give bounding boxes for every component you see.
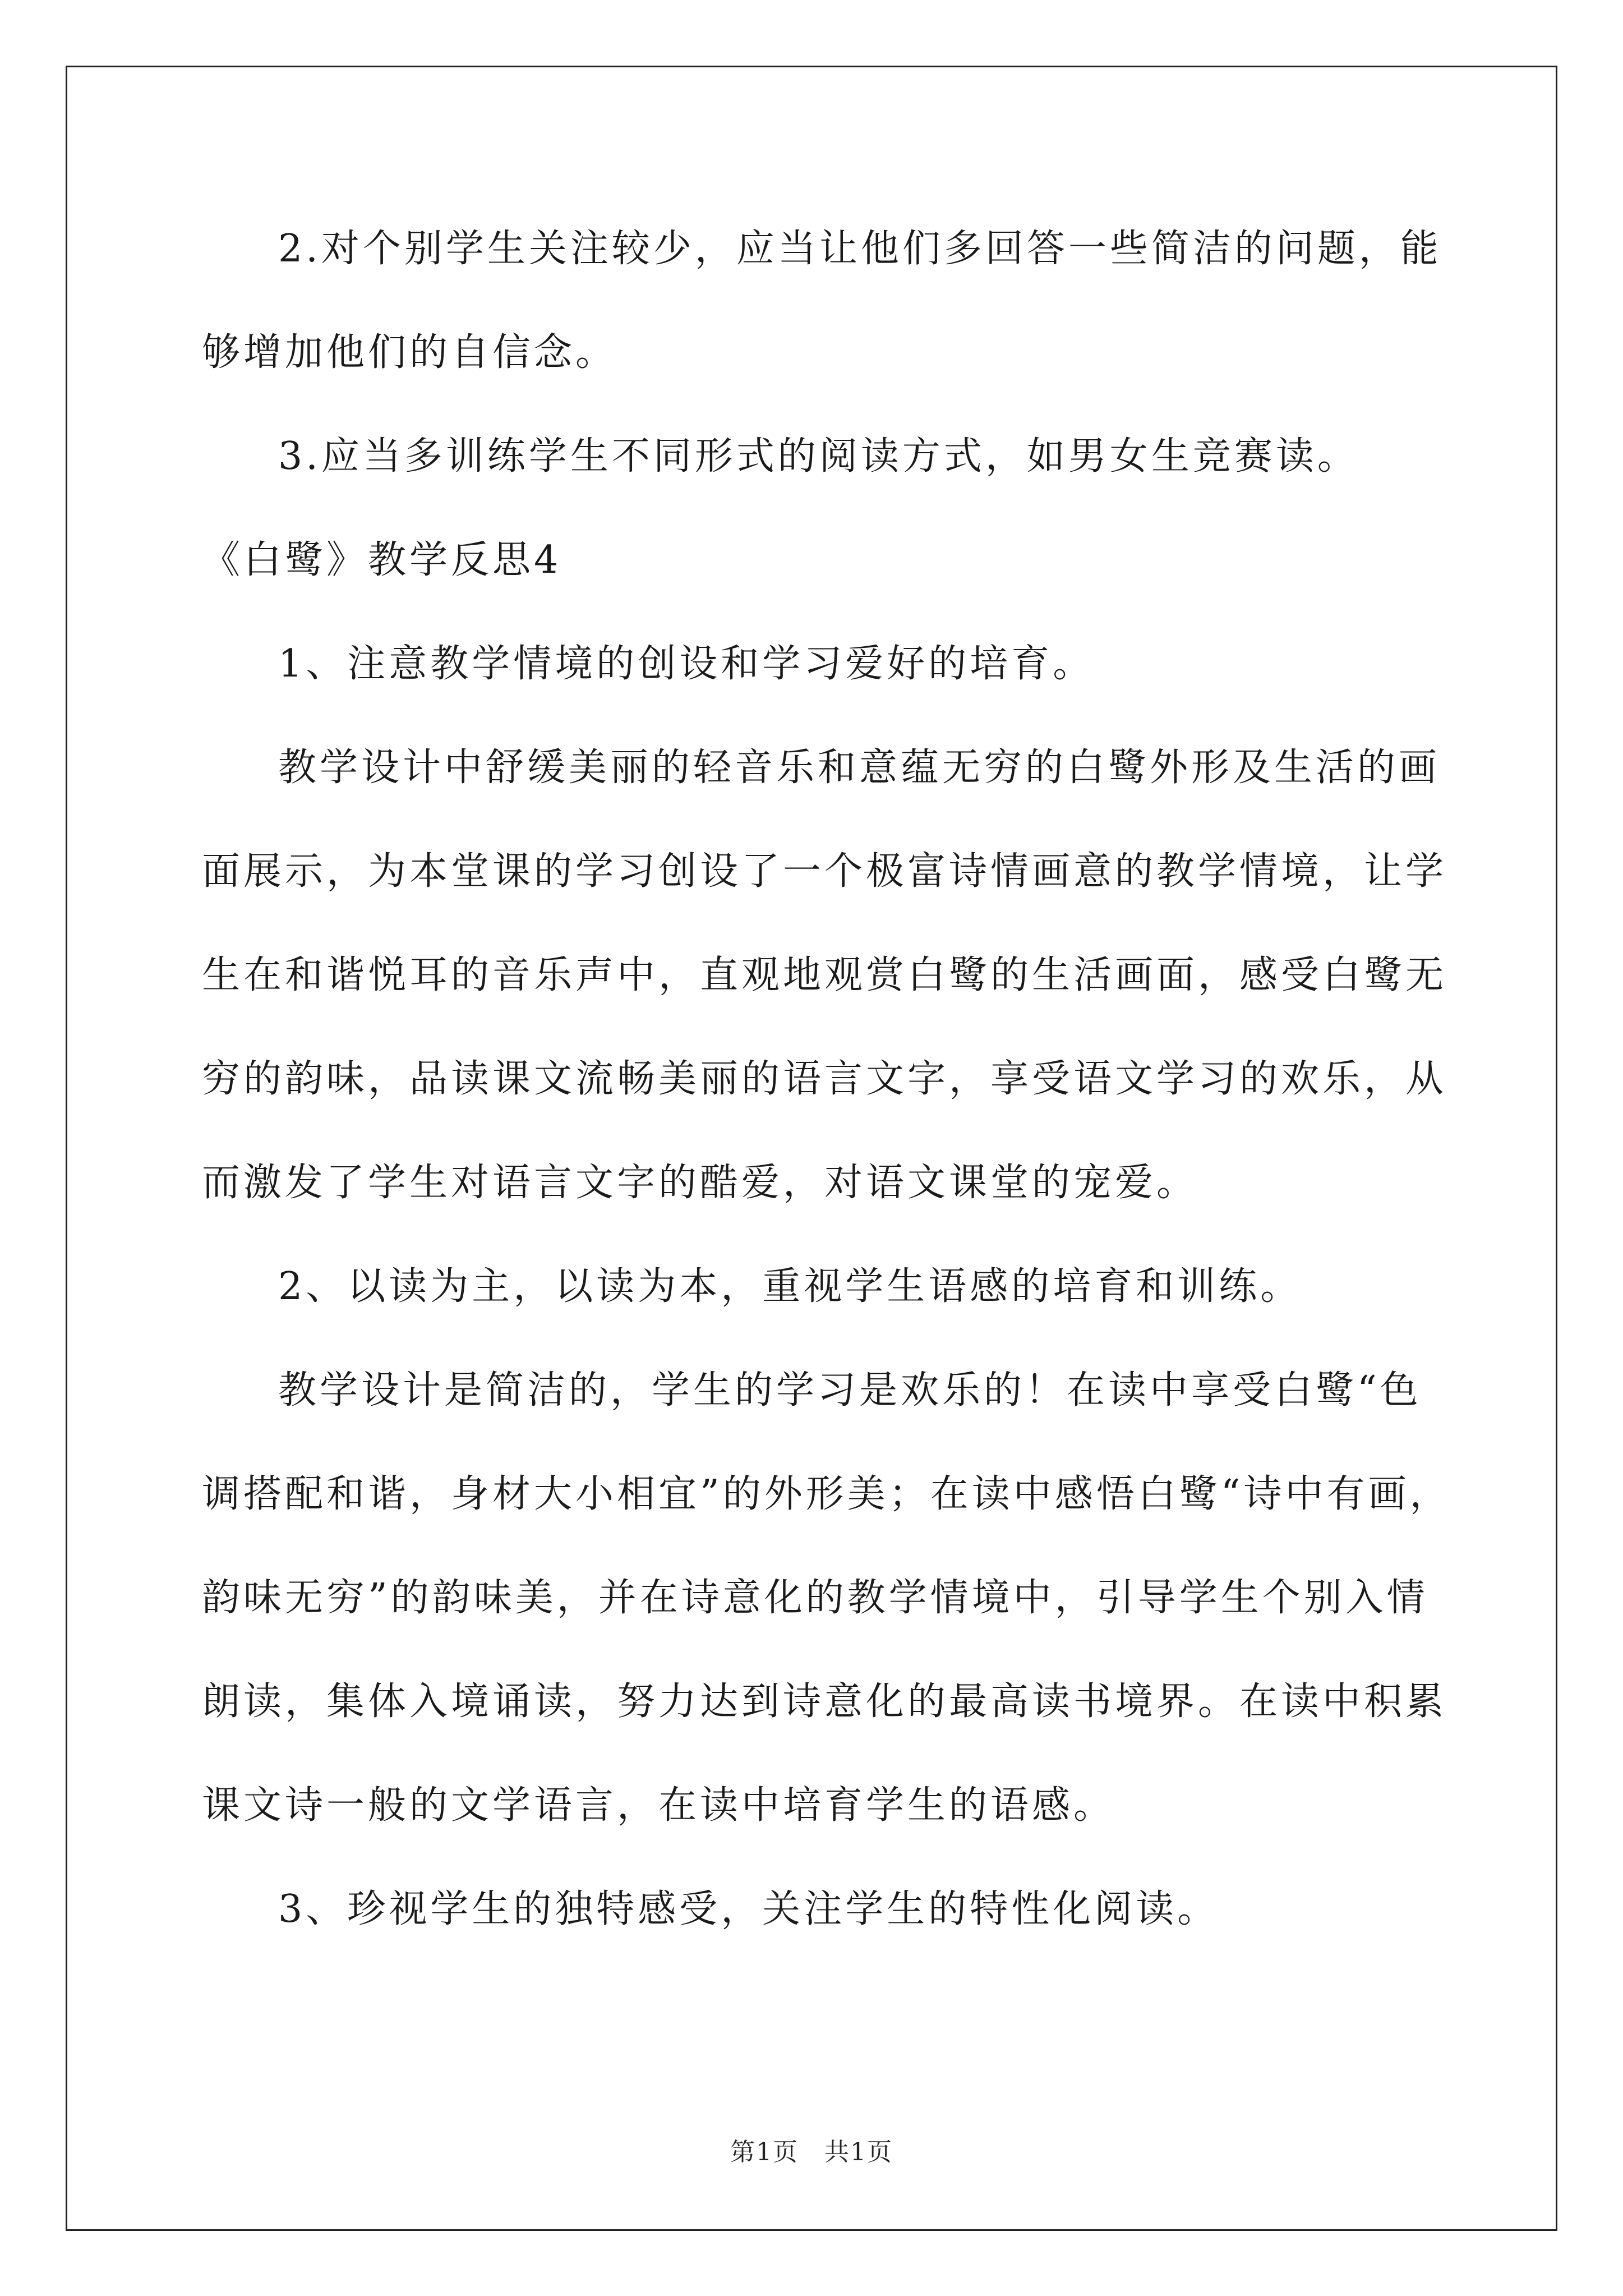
text-line: 朗读，集体入境诵读，努力达到诗意化的最高读书境界。在读中积累	[202, 1680, 1447, 1724]
text-line: 教学设计是简洁的，学生的学习是欢乐的！在读中享受白鹭“色	[278, 1368, 1422, 1412]
text-line: 教学设计中舒缓美丽的轻音乐和意蕴无穷的白鹭外形及生活的画	[278, 746, 1441, 790]
text-line: 够增加他们的自信念。	[202, 330, 617, 375]
text-line: 3.应当多训练学生不同形式的阅读方式，如男女生竞赛读。	[278, 434, 1359, 478]
text-line: 而激发了学生对语言文字的酷爱，对语文课堂的宠爱。	[202, 1161, 1198, 1205]
text-line: 韵味无穷”的韵味美，并在诗意化的教学情境中，引导学生个别入情	[202, 1576, 1428, 1620]
text-line: 课文诗一般的文学语言，在读中培育学生的语感。	[202, 1783, 1115, 1828]
text-line: 1、注意教学情境的创设和学习爱好的培育。	[278, 642, 1095, 686]
text-line: 面展示，为本堂课的学习创设了一个极富诗情画意的教学情境，让学	[202, 849, 1447, 894]
page-number-footer: 第1页 共1页	[730, 2138, 893, 2166]
text-line: 调搭配和谐，身材大小相宜”的外形美；在读中感悟白鹭“诗中有画，	[202, 1472, 1451, 1516]
text-line: 2、以读为主，以读为本，重视学生语感的培育和训练。	[278, 1264, 1302, 1309]
text-line: 穷的韵味，品读课文流畅美丽的语言文字，享受语文学习的欢乐，从	[202, 1057, 1447, 1101]
text-line: 3、珍视学生的独特感受，关注学生的特性化阅读。	[278, 1887, 1219, 1931]
text-line: 生在和谐悦耳的音乐声中，直观地观赏白鹭的生活画面，感受白鹭无	[202, 953, 1447, 997]
section-heading: 《白鹭》教学反思4	[202, 538, 562, 582]
text-line: 2.对个别学生关注较少，应当让他们多回答一些简洁的问题，能	[278, 227, 1442, 271]
